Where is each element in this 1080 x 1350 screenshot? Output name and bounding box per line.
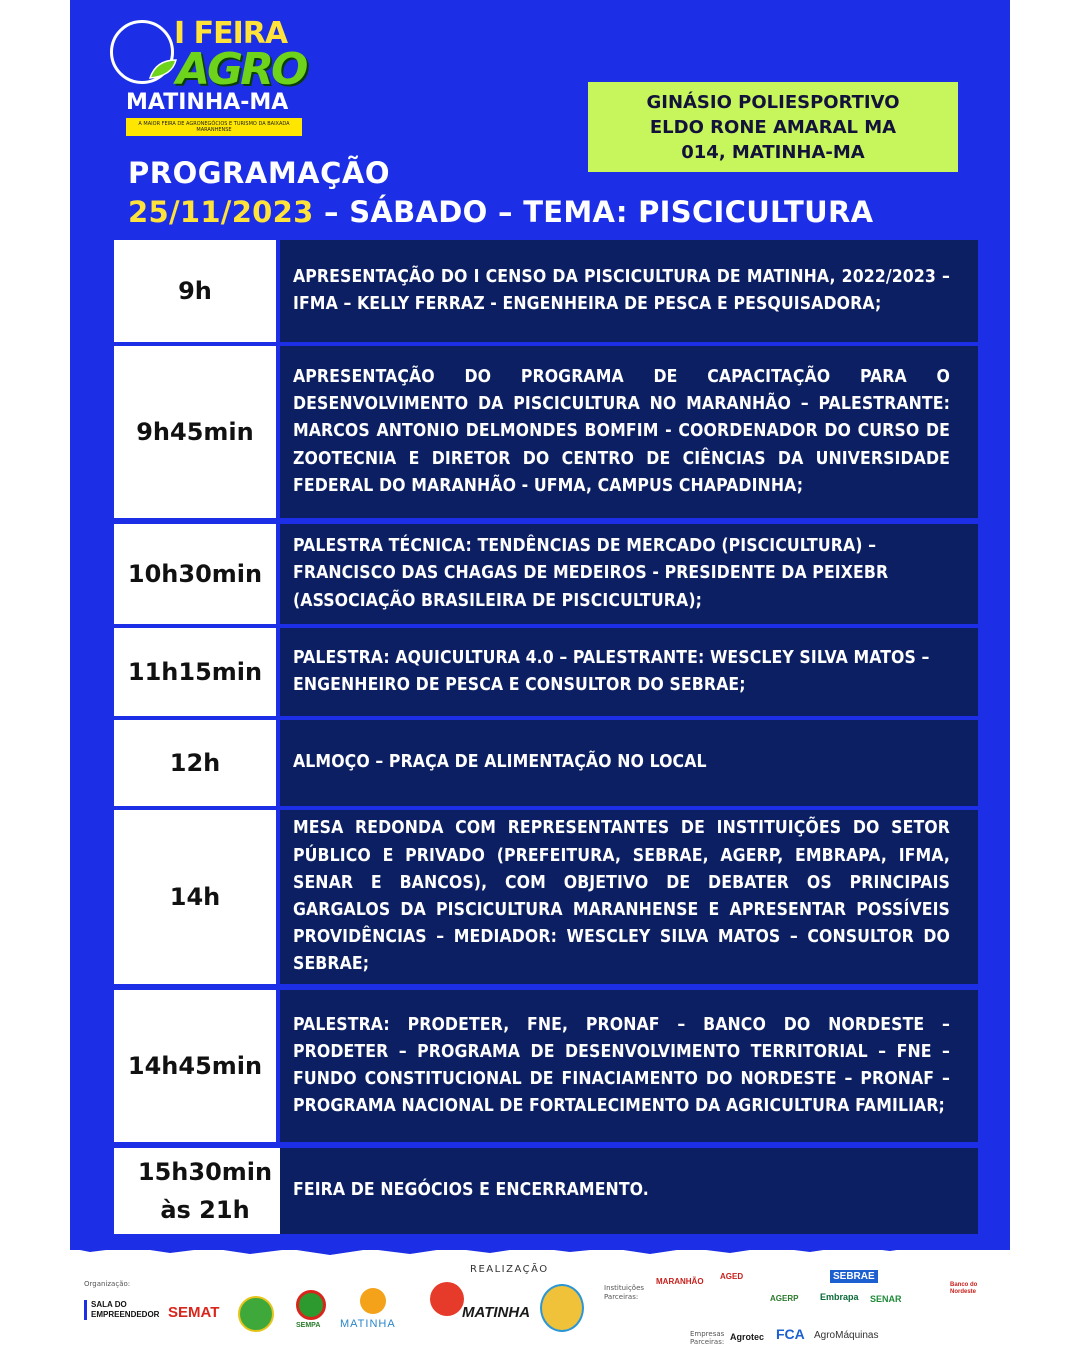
sala-empreendedor-logo: SALA DO EMPREENDEDOR (84, 1300, 169, 1320)
programacao-title: PROGRAMAÇÃO (128, 156, 390, 190)
leaf-icon (148, 58, 178, 80)
matinha-main-emblem-icon (430, 1282, 464, 1316)
aged-logo: AGED (720, 1272, 744, 1281)
maranhao-logo: MARANHÃO (656, 1277, 704, 1286)
schedule-row (114, 810, 978, 984)
sempa-emblem-icon (296, 1290, 326, 1320)
schedule-description-cell (280, 810, 978, 984)
municipal-seal-icon (238, 1296, 274, 1332)
schedule-time: 15h30min às 21h (114, 1148, 296, 1234)
schedule-time: 10h30min (114, 524, 276, 624)
schedule-time: 11h15min (114, 628, 276, 716)
schedule-description-cell (280, 524, 978, 624)
agrotec-logo: Agrotec (730, 1332, 765, 1342)
embrapa-logo: Embrapa (820, 1292, 859, 1302)
empresas-label: Empresas Parceiras: (690, 1330, 725, 1346)
schedule-description: APRESENTAÇÃO DO PROGRAMA DE CAPACITAÇÃO PARA O DESENVOLVIMENTO DA PISCICULTURA NO MARANHÃO – PALESTRANTE: MARCOS ANTONIO DELMONDES BOMFIM - COORDENADOR DO CURSO DE ZOOTECNIA E DIRETOR DO CENTRO DE CIÊNCIAS DA UNIVERSIDADE FEDERAL DO MARANHÃO - UFMA, CAMPUS CHAPADINHA; (293, 366, 950, 496)
schedule-description: PALESTRA: AQUICULTURA 4.0 – PALESTRANTE: WESCLEY SILVA MATOS – ENGENHEIRO DE PESCA E CONSULTOR DO SEBRAE; (293, 647, 930, 695)
agerp-logo: AGERP (770, 1294, 799, 1303)
day-theme: – SÁBADO – TEMA: PISCICULTURA (313, 195, 874, 229)
venue-box (588, 82, 958, 172)
agromaquinas-logo: AgroMáquinas (814, 1330, 879, 1341)
instituicoes-label: Instituições Parceiras: (604, 1284, 645, 1301)
logo-title-line2: AGRO (176, 44, 306, 95)
fca-logo: FCA (776, 1326, 805, 1342)
schedule-time: 9h45min (114, 346, 276, 518)
matinha-small-logo: MATINHA (340, 1318, 396, 1330)
schedule-description-cell (280, 1148, 978, 1234)
schedule-time: 12h (114, 720, 276, 806)
sun-sea-emblem-icon (540, 1284, 584, 1332)
sun-icon (360, 1288, 386, 1314)
schedule-description-cell (280, 240, 978, 342)
schedule-row (114, 346, 978, 518)
realizacao-label: REALIZAÇÃO (470, 1264, 549, 1275)
schedule-row (114, 628, 978, 716)
schedule-description-cell (280, 720, 978, 806)
schedule-time: 14h45min (114, 990, 276, 1142)
schedule-time: 9h (114, 240, 276, 342)
schedule-description-cell (280, 346, 978, 518)
schedule-description: PALESTRA TÉCNICA: TENDÊNCIAS DE MERCADO (PISCICULTURA) – FRANCISCO DAS CHAGAS DE MEDEIROS - PRESIDENTE DA PEIXEBR (ASSOCIAÇÃO BRASILEIRA DE PISCICULTURA); (293, 536, 889, 611)
banco-nordeste-logo: Banco do Nordeste (950, 1282, 978, 1295)
schedule-description: ALMOÇO – PRAÇA DE ALIMENTAÇÃO NO LOCAL (293, 752, 707, 773)
schedule-description: PALESTRA: PRODETER, FNE, PRONAF – BANCO DO NORDESTE – PRODETER – PROGRAMA DE DESENVOLVIMENTO TERRITORIAL – FNE – FUNDO CONSTITUCIONAL DE FINACIAMENTO DO NORDESTE – PRONAF – PROGRAMA NACIONAL DE FORTALECIMENTO DA AGRICULTURA FAMILIAR; (293, 1014, 950, 1117)
schedule-row (114, 1148, 978, 1234)
venue-line1: GINÁSIO POLIESPORTIVO (646, 92, 900, 113)
schedule-description: FEIRA DE NEGÓCIOS E ENCERRAMENTO. (293, 1180, 649, 1201)
schedule-row (114, 990, 978, 1142)
venue-line2: ELDO RONE AMARAL MA (649, 117, 897, 138)
event-logo (110, 16, 325, 140)
schedule-description: APRESENTAÇÃO DO I CENSO DA PISCICULTURA DE MATINHA, 2022/2023 – IFMA – KELLY FERRAZ - ENGENHEIRA DE PESCA E PESQUISADORA; (293, 266, 950, 314)
date-theme-line (128, 195, 873, 229)
venue-line3: 014, MATINHA-MA (681, 142, 865, 163)
senar-logo: SENAR (870, 1294, 902, 1304)
sebrae-logo: SEBRAE (830, 1270, 878, 1283)
matinha-main-logo: MATINHA (462, 1304, 531, 1321)
semat-logo: SEMAT (168, 1304, 220, 1321)
sempa-logo: SEMPA (296, 1322, 321, 1329)
schedule-description: MESA REDONDA COM REPRESENTANTES DE INSTITUIÇÕES DO SETOR PÚBLICO E PRIVADO (PREFEITURA, SEBRAE, AGERP, EMBRAPA, IFMA, SENAR E BANCOS), COM OBJETIVO DE DEBATER OS PRINCIPAIS GARGALOS DA PISCICULTURA MARANHENSE E APRESENTAR POSSÍVEIS PROVIDÊNCIAS – MEDIADOR: WESCLEY SILVA MATOS – CONSULTOR DO SEBRAE; (293, 818, 950, 975)
schedule-row (114, 720, 978, 806)
schedule-time: 14h (114, 810, 276, 984)
schedule-row (114, 524, 978, 624)
organizacao-label: Organização: (84, 1280, 131, 1288)
torn-paper-edge (70, 1236, 1010, 1264)
logo-title-line1: I FEIRA (174, 16, 288, 51)
logo-tagline: A MAIOR FEIRA DE AGRONEGÓCIOS E TURISMO DA BAIXADA MARANHENSE (126, 118, 302, 136)
sponsors-footer (70, 1264, 1010, 1350)
schedule-row (114, 240, 978, 342)
logo-city: MATINHA-MA (126, 90, 289, 115)
schedule-description-cell (280, 628, 978, 716)
schedule-description-cell (280, 990, 978, 1142)
event-date: 25/11/2023 (128, 195, 314, 229)
